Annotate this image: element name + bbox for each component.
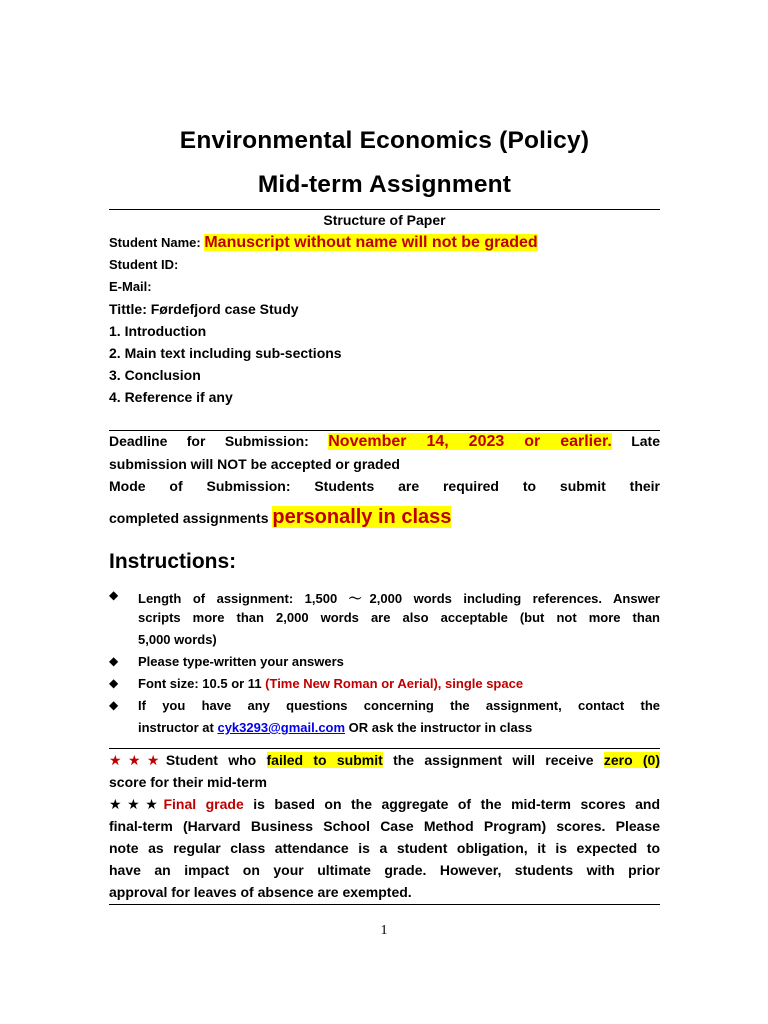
structure-item: 3. Conclusion — [109, 367, 201, 383]
deadline-line — [109, 433, 660, 451]
bullet-diamond-icon: ◆ — [109, 588, 119, 602]
instruction-length-l1: Length of assignment: 1,500 ～2,000 words including references. Answer — [138, 591, 660, 606]
note-failed-highlight: failed to submit — [266, 752, 383, 768]
instruction-typewritten: Please type-written your answers — [138, 654, 344, 669]
email-link[interactable]: cyk3293@gmail.com — [217, 720, 346, 735]
mode-emphasis: personally in class — [272, 506, 452, 528]
bullet-diamond-icon: ◆ — [109, 676, 119, 690]
final-grade-label: Final grade — [163, 796, 244, 812]
structure-item: 4. Reference if any — [109, 389, 233, 405]
instruction-contact-l1: If you have any questions concerning the assignment, contact the — [138, 698, 660, 713]
font-size-text: Font size: 10.5 or 11 — [138, 676, 266, 691]
note-failed-line-2: score for their mid-term — [109, 774, 267, 790]
instruction-length-l2: scripts more than 2,000 words are also acceptable (but not more than — [138, 610, 660, 625]
star-icon: ★★★ — [109, 752, 166, 768]
divider — [109, 430, 660, 431]
student-id-label: Student ID: — [109, 257, 179, 272]
note-final-grade-l1 — [109, 796, 660, 813]
font-family-text: (Time New Roman or Aerial), single space — [265, 676, 524, 691]
note-failed-a: Student who — [165, 752, 267, 768]
note-failed-b: the assignment will receive — [393, 752, 604, 768]
deadline-value: November 14, 2023 or earlier. — [328, 433, 612, 450]
mode-label: completed assignments — [109, 510, 273, 526]
note-final-grade-l4: have an impact on your ultimate grade. However, students with prior — [109, 862, 660, 878]
structure-item: 1. Introduction — [109, 323, 207, 339]
deadline-label: Deadline for Submission: — [109, 433, 329, 449]
instruction-contact-l2 — [138, 720, 660, 735]
note-final-grade-text: is based on the aggregate of the mid-term scores and — [253, 796, 661, 812]
structure-heading: Structure of Paper — [323, 212, 446, 228]
student-name-line — [109, 234, 538, 252]
student-name-note: Manuscript without name will not be graded — [204, 234, 538, 251]
deadline-tail: Late — [631, 433, 661, 449]
divider — [109, 904, 660, 905]
document-subtitle: Mid-term Assignment — [257, 171, 512, 198]
student-name-label: Student Name: — [109, 235, 205, 250]
instruction-font — [138, 676, 660, 691]
bullet-diamond-icon: ◆ — [109, 654, 119, 668]
document-title: Environmental Economics (Policy) — [179, 127, 590, 154]
contact-suffix: OR ask the instructor in class — [345, 720, 533, 735]
instructions-heading: Instructions: — [109, 550, 237, 573]
note-failed-line — [109, 752, 660, 769]
note-final-grade-l3: note as regular class attendance is a student obligation, it is expected to — [109, 840, 660, 856]
note-final-grade-l5: approval for leaves of absence are exempted. — [109, 884, 412, 900]
note-zero-highlight: zero (0) — [603, 752, 661, 768]
page-number: 1 — [380, 923, 388, 938]
deadline-line-2: submission will NOT be accepted or graded — [109, 456, 400, 472]
paper-title-line: Tittle: Førdefjord case Study — [109, 301, 299, 317]
email-label: E-Mail: — [109, 279, 152, 294]
structure-item: 2. Main text including sub-sections — [109, 345, 342, 361]
mode-line-1: Mode of Submission: Students are required to submit their — [109, 478, 660, 494]
bullet-diamond-icon: ◆ — [109, 698, 119, 712]
instruction-length-l3: 5,000 words) — [138, 632, 217, 647]
star-icon: ★★★ — [109, 796, 164, 812]
mode-line-2 — [109, 506, 451, 529]
divider — [109, 209, 660, 210]
note-final-grade-l2: final-term (Harvard Business School Case Method Program) scores. Please — [109, 818, 660, 834]
divider — [109, 748, 660, 749]
contact-prefix: instructor at — [138, 720, 218, 735]
